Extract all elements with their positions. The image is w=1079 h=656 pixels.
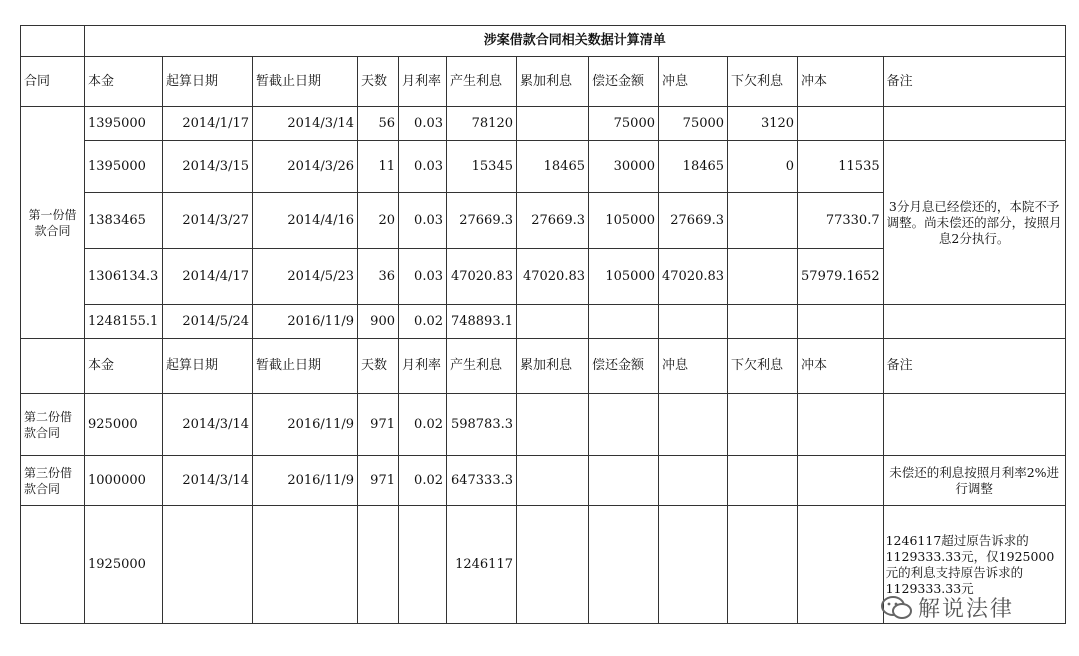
cell-rate: 0.03 — [399, 141, 447, 193]
cell-owed: 3120 — [728, 107, 798, 141]
cell-end: 2016/11/9 — [253, 456, 358, 506]
cell-rate: 0.02 — [399, 394, 447, 456]
cell-end: 2016/11/9 — [253, 305, 358, 339]
cell-end: 2014/4/16 — [253, 193, 358, 249]
contract-label: 第一份借款合同 — [21, 107, 85, 339]
cell-accum — [517, 107, 589, 141]
table-row — [21, 456, 1066, 506]
table-title: 涉案借款合同相关数据计算清单 — [85, 26, 1066, 57]
header-cell: 下欠利息 — [728, 57, 798, 107]
header-row — [21, 339, 1066, 394]
cell-start: 2014/4/17 — [163, 249, 253, 305]
cell-offset-prin: 11535 — [798, 141, 884, 193]
cell-end: 2014/3/26 — [253, 141, 358, 193]
cell-rate: 0.03 — [399, 249, 447, 305]
header-cell: 冲息 — [659, 57, 728, 107]
contract-label: 第二份借款合同 — [21, 394, 85, 456]
cell-start: 2014/3/27 — [163, 193, 253, 249]
cell-repay: 30000 — [589, 141, 659, 193]
header-cell: 合同 — [21, 57, 85, 107]
header-cell: 天数 — [358, 57, 399, 107]
table-row — [21, 305, 1066, 339]
cell-offset-int: 27669.3 — [659, 193, 728, 249]
cell-days: 971 — [358, 456, 399, 506]
header-cell: 起算日期 — [163, 57, 253, 107]
corner-cell — [21, 26, 85, 57]
cell-start: 2014/1/17 — [163, 107, 253, 141]
cell-days: 900 — [358, 305, 399, 339]
cell-accum — [517, 305, 589, 339]
header-cell: 本金 — [85, 57, 163, 107]
calculation-table — [20, 25, 1066, 624]
cell-repay: 105000 — [589, 193, 659, 249]
cell-offset-int: 75000 — [659, 107, 728, 141]
cell-rate: 0.03 — [399, 193, 447, 249]
cell-offset-int: 47020.83 — [659, 249, 728, 305]
cell-offset-int: 18465 — [659, 141, 728, 193]
header-cell: 暂截止日期 — [253, 57, 358, 107]
cell-offset-prin: 57979.1652 — [798, 249, 884, 305]
cell-end: 2014/5/23 — [253, 249, 358, 305]
header-cell: 偿还金额 — [589, 339, 659, 394]
cell-interest: 748893.1 — [447, 305, 517, 339]
watermark — [880, 592, 1014, 623]
cell-interest: 78120 — [447, 107, 517, 141]
header-cell: 备注 — [883, 339, 1065, 394]
table-row — [21, 394, 1066, 456]
header-cell: 下欠利息 — [728, 339, 798, 394]
cell-start: 2014/3/14 — [163, 456, 253, 506]
cell-owed: 0 — [728, 141, 798, 193]
header-cell: 累加利息 — [517, 57, 589, 107]
header-cell: 起算日期 — [163, 339, 253, 394]
note-total: 1246117超过原告诉求的1129333.33元，仅1925000元的利息支持原告诉求的1129333.33元 — [883, 506, 1065, 624]
wechat-icon — [880, 595, 914, 621]
cell-start: 2014/3/15 — [163, 141, 253, 193]
cell-interest: 647333.3 — [447, 456, 517, 506]
note-empty — [883, 305, 1065, 339]
cell-principal: 1395000 — [85, 107, 163, 141]
header-cell: 冲息 — [659, 339, 728, 394]
cell-principal: 1306134.3 — [85, 249, 163, 305]
cell-total-principal: 1925000 — [85, 506, 163, 624]
watermark-text: 解说法律 — [918, 597, 1015, 622]
header-cell: 备注 — [883, 57, 1065, 107]
header-cell: 累加利息 — [517, 339, 589, 394]
cell-start: 2014/3/14 — [163, 394, 253, 456]
cell-repay — [589, 305, 659, 339]
cell-principal: 1248155.1 — [85, 305, 163, 339]
cell-principal: 1383465 — [85, 193, 163, 249]
cell-end: 2016/11/9 — [253, 394, 358, 456]
contract-label: 第三份借款合同 — [21, 456, 85, 506]
cell-days: 36 — [358, 249, 399, 305]
cell-days: 971 — [358, 394, 399, 456]
cell-principal: 1395000 — [85, 141, 163, 193]
cell-interest: 15345 — [447, 141, 517, 193]
cell-interest: 47020.83 — [447, 249, 517, 305]
note-empty — [883, 107, 1065, 141]
header-cell: 月利率 — [399, 339, 447, 394]
header-row — [21, 57, 1066, 107]
cell-total-interest: 1246117 — [447, 506, 517, 624]
cell-owed — [728, 305, 798, 339]
table-row — [21, 107, 1066, 141]
cell-principal: 1000000 — [85, 456, 163, 506]
header-cell: 天数 — [358, 339, 399, 394]
cell-interest: 27669.3 — [447, 193, 517, 249]
cell-offset-prin — [798, 305, 884, 339]
cell-rate: 0.03 — [399, 107, 447, 141]
cell-offset-prin: 77330.7 — [798, 193, 884, 249]
header-cell: 产生利息 — [447, 339, 517, 394]
cell-offset-int — [659, 305, 728, 339]
cell-offset-prin — [798, 107, 884, 141]
header-cell: 暂截止日期 — [253, 339, 358, 394]
header-cell: 偿还金额 — [589, 57, 659, 107]
cell-start: 2014/5/24 — [163, 305, 253, 339]
cell-interest: 598783.3 — [447, 394, 517, 456]
header-cell: 产生利息 — [447, 57, 517, 107]
cell-rate: 0.02 — [399, 305, 447, 339]
note-contract1: 3分月息已经偿还的，本院不予调整。尚未偿还的部分，按照月息2分执行。 — [883, 141, 1065, 305]
table-row — [21, 141, 1066, 193]
cell-owed — [728, 249, 798, 305]
cell-repay: 105000 — [589, 249, 659, 305]
header-cell: 冲本 — [798, 339, 884, 394]
header-cell-empty — [21, 339, 85, 394]
cell-days: 56 — [358, 107, 399, 141]
cell-repay: 75000 — [589, 107, 659, 141]
cell-principal: 925000 — [85, 394, 163, 456]
total-label-empty — [21, 506, 85, 624]
cell-rate: 0.02 — [399, 456, 447, 506]
cell-owed — [728, 193, 798, 249]
cell-days: 11 — [358, 141, 399, 193]
note-contract3: 未偿还的利息按照月利率2%进行调整 — [883, 456, 1065, 506]
header-cell: 本金 — [85, 339, 163, 394]
header-cell: 月利率 — [399, 57, 447, 107]
cell-accum: 18465 — [517, 141, 589, 193]
cell-accum: 47020.83 — [517, 249, 589, 305]
cell-days: 20 — [358, 193, 399, 249]
cell-accum: 27669.3 — [517, 193, 589, 249]
header-cell: 冲本 — [798, 57, 884, 107]
cell-end: 2014/3/14 — [253, 107, 358, 141]
